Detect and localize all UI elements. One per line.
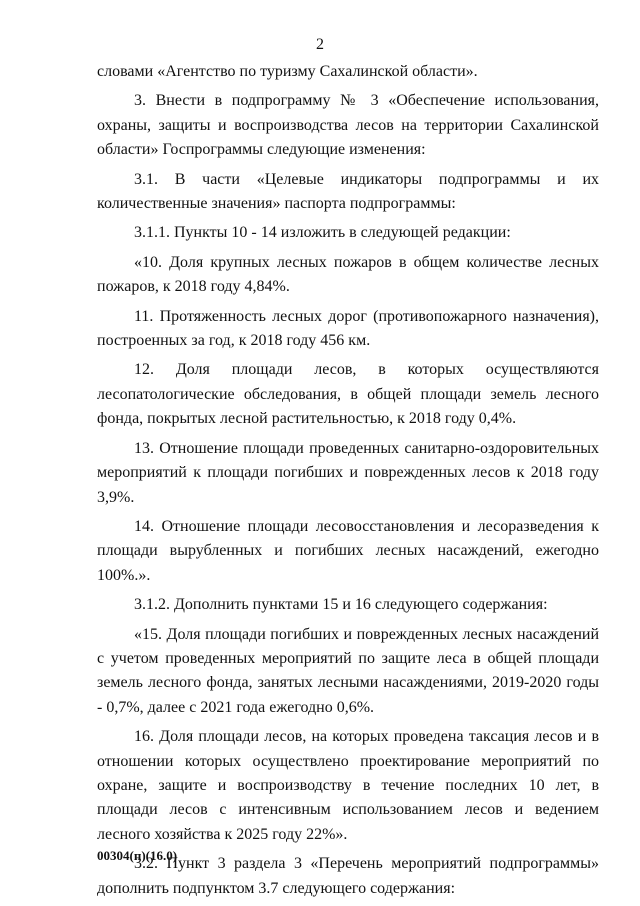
paragraph-item-3-1-1: 3.1.1. Пункты 10 - 14 изложить в следующей редакции:: [134, 224, 511, 242]
paragraph-point-16: 16. Доля площади лесов, на которых проведена таксация лесов и в отношении которых осуществлено проектирование мероприятий по охране, защите и воспроизводству в течение последних 10 лет, в площади лесов с интенсивным использованием лесов и ведением лесного хозяйства к 2025 году 22%».: [97, 728, 599, 843]
paragraph-continuation: словами «Агентство по туризму Сахалинской области».: [97, 63, 478, 80]
paragraph-point-12: 12. Доля площади лесов, в которых осуществляются лесопатологические обследования, в общей площади земель лесного фонда, покрытых лесной растительностью, к 2018 году 0,4%.: [97, 361, 599, 428]
document-code: 00304(п)(16.0): [97, 848, 178, 863]
paragraph-item-3-1: 3.1. В части «Целевые индикаторы подпрограммы и их количественные значения» паспорта подпрограммы:: [97, 170, 599, 213]
paragraph-item-3-1-2: 3.1.2. Дополнить пунктами 15 и 16 следующего содержания:: [134, 596, 548, 614]
document-body: [97, 60, 599, 906]
paragraph-item-3: 3. Внести в подпрограмму № 3 «Обеспечение использования, охраны, защиты и воспроизводства лесов на территории Сахалинской области» Госпрограммы следующие изменения:: [97, 92, 599, 159]
paragraph-point-11: 11. Протяженность лесных дорог (противопожарного назначения), построенных за год, к 2018 году 456 км.: [97, 307, 599, 350]
paragraph-point-13: 13. Отношение площади проведенных санитарно-оздоровительных мероприятий к площади погибших и поврежденных лесов к 2018 году 3,9%.: [97, 439, 599, 506]
paragraph-item-3-2: 3.2. Пункт 3 раздела 3 «Перечень мероприятий подпрограммы» дополнить подпунктом 3.7 следующего содержания:: [97, 855, 599, 897]
paragraph-point-14: 14. Отношение площади лесовосстановления и лесоразведения к площади вырубленных и погибших лесных насаждений, ежегодно 100%.».: [97, 517, 599, 584]
page-number: 2: [316, 36, 324, 53]
paragraph-point-15: «15. Доля площади погибших и поврежденных лесных насаждений с учетом проведенных мероприятий по защите леса в общей площади земель лесного фонда, занятых лесными насаждениями, 2019-2020 годы - 0,7%, далее с 2021 года ежегодно 0,6%.: [97, 625, 599, 716]
paragraph-point-10: «10. Доля крупных лесных пожаров в общем количестве лесных пожаров, к 2018 году 4,84%.: [97, 253, 599, 296]
